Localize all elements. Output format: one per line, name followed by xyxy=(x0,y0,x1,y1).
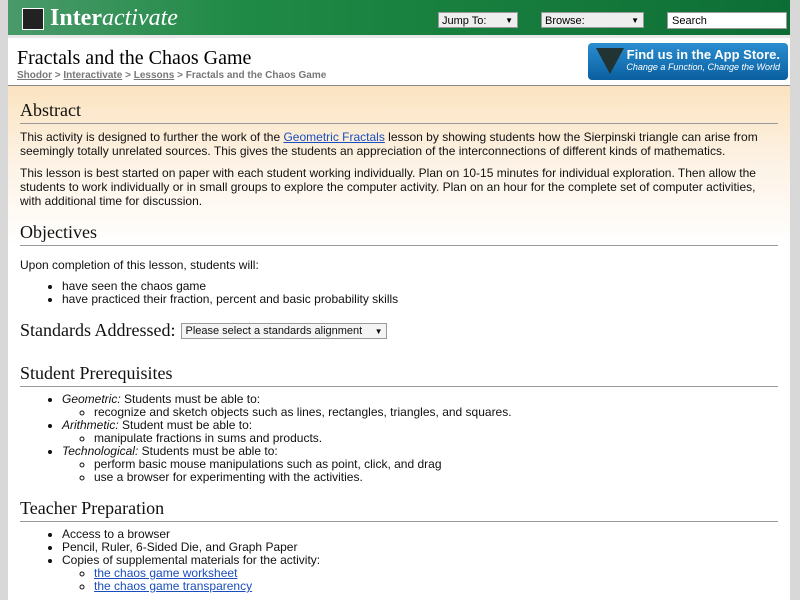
logo-icon xyxy=(22,8,44,30)
worksheet-link[interactable]: the chaos game worksheet xyxy=(94,566,238,580)
app-store-banner[interactable] xyxy=(588,43,788,80)
app-store-title: Find us in the App Store. xyxy=(626,47,780,62)
standards-heading xyxy=(20,320,778,343)
main-content xyxy=(8,86,790,600)
app-store-tagline: Change a Function, Change the World xyxy=(626,62,780,72)
abstract-paragraph-2: This lesson is best started on paper with each student working individually. Plan on 10-15 minutes for individual exploration. Then allow the students to work individually or in small groups to explore the computer activity. Plan on an hour for the complete set of computer activities, with additional time for discussion. xyxy=(20,166,756,208)
objectives-intro: Upon completion of this lesson, students will: xyxy=(20,258,259,272)
list-item xyxy=(62,393,778,419)
standards-select-value: Please select a standards alignment xyxy=(185,324,363,337)
jump-to-select[interactable] xyxy=(438,12,518,28)
list-item: • Access to a browser xyxy=(62,528,778,541)
prereq-label: Geometric: xyxy=(62,392,121,406)
abstract-paragraph xyxy=(20,130,778,158)
text: This activity is designed to further the work of the xyxy=(20,130,284,144)
dropdown-arrow-icon: ▼ xyxy=(631,16,639,25)
site-header xyxy=(8,0,790,38)
text: lesson by showing students how the Sierpinski triangle can arise from seemingly totally unrelated sources. This gives the students an appreciation of the interconnections of different kinds of mathematics. xyxy=(20,130,758,158)
dropdown-arrow-icon: ▼ xyxy=(374,326,383,336)
list-item: • have practiced their fraction, percent and basic probability skills xyxy=(62,293,778,306)
list-item xyxy=(62,554,778,593)
list-item: • have seen the chaos game xyxy=(62,280,778,293)
browse-select[interactable] xyxy=(541,12,644,28)
breadcrumb-interactivate[interactable]: Interactivate xyxy=(63,70,123,81)
objectives-list xyxy=(20,280,778,306)
list-item: ◦ use a browser for experimenting with the activities. xyxy=(94,471,778,484)
transparency-link[interactable]: the chaos game transparency xyxy=(94,579,253,593)
breadcrumb-current: Fractals and the Chaos Game xyxy=(185,70,327,81)
prereq-label: Arithmetic: xyxy=(62,418,119,432)
search-input[interactable]: Search xyxy=(667,12,787,29)
browse-label: Browse: xyxy=(545,15,585,27)
breadcrumb-lessons[interactable]: Lessons xyxy=(133,70,175,81)
list-item xyxy=(94,580,778,593)
list-item: ◦ manipulate fractions in sums and products. xyxy=(94,432,778,445)
prerequisites-heading: Student Prerequisites xyxy=(20,363,778,387)
logo-text: Inter xyxy=(50,5,102,31)
standards-label: Standards Addressed: xyxy=(20,320,176,340)
text: Copies of supplemental materials for the activity: xyxy=(62,553,321,567)
text: Students must be able to: xyxy=(120,392,261,406)
breadcrumb-shodor[interactable]: Shodor xyxy=(17,70,52,81)
prerequisites-list xyxy=(20,393,778,484)
teacher-prep-heading: Teacher Preparation xyxy=(20,498,778,522)
jump-to-label: Jump To: xyxy=(442,15,487,27)
list-item xyxy=(62,419,778,445)
standards-select[interactable] xyxy=(181,323,387,339)
teacher-prep-list xyxy=(20,528,778,593)
logo-text-italic: activate xyxy=(101,5,178,31)
interactivate-logo[interactable] xyxy=(22,5,178,32)
breadcrumb: Shodor > Interactivate > Lessons > Fractals and the Chaos Game xyxy=(17,70,327,81)
page-title: Fractals and the Chaos Game xyxy=(17,47,252,69)
list-item xyxy=(62,445,778,484)
text: Students must be able to: xyxy=(138,444,278,458)
geometric-fractals-link[interactable]: Geometric Fractals xyxy=(283,130,385,144)
list-item: ◦ perform basic mouse manipulations such as point, click, and drag xyxy=(94,458,778,471)
list-item: • Pencil, Ruler, 6-Sided Die, and Graph Paper xyxy=(62,541,778,554)
app-logo-icon xyxy=(596,48,624,74)
abstract-heading: Abstract xyxy=(20,100,778,124)
prereq-label: Technological: xyxy=(62,444,139,458)
page xyxy=(8,0,790,600)
dropdown-arrow-icon: ▼ xyxy=(505,16,513,25)
list-item: ◦ recognize and sketch objects such as lines, rectangles, triangles, and squares. xyxy=(94,406,778,419)
text: Student must be able to: xyxy=(118,418,253,432)
objectives-heading: Objectives xyxy=(20,222,778,246)
